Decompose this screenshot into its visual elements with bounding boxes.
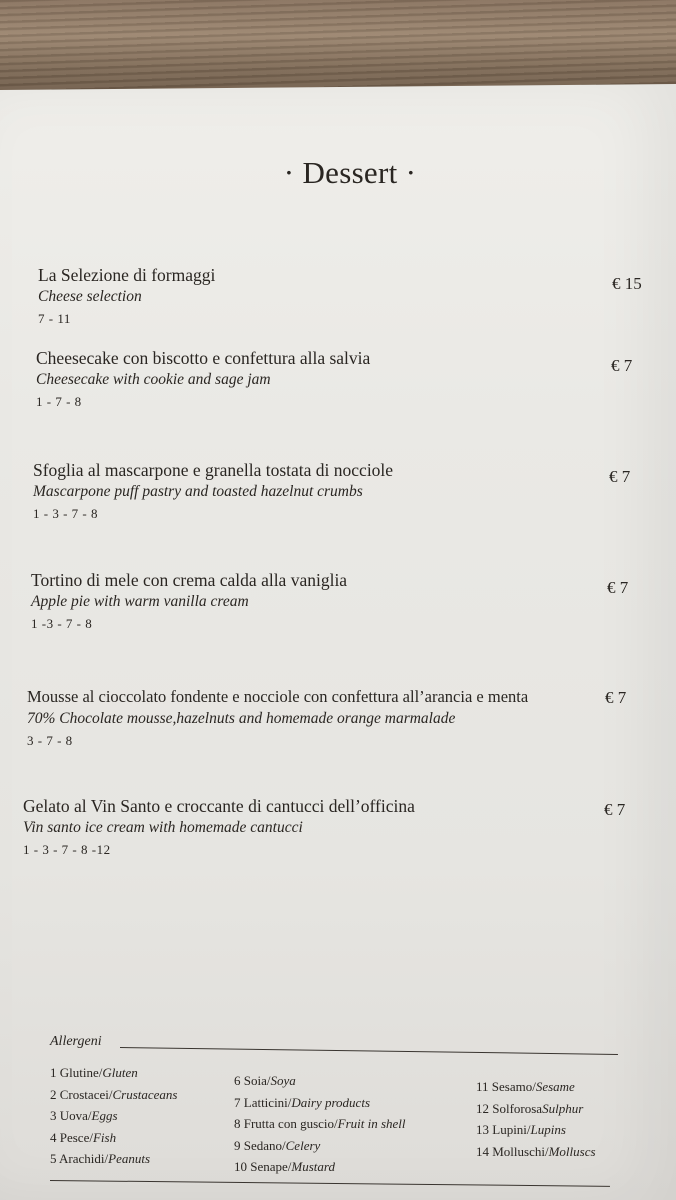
item-description: 70% Chocolate mousse,hazelnuts and homemade orange marmalade: [27, 710, 456, 727]
item-allergens: 3 - 7 - 8: [27, 733, 73, 748]
item-allergens: 1 -3 - 7 - 8: [31, 616, 93, 631]
allergen-entry: 12 SolforosaSulphur: [476, 1100, 584, 1116]
allergen-entry: 8 Frutta con guscio/Fruit in shell: [234, 1116, 406, 1131]
item-description: Apple pie with warm vanilla cream: [31, 593, 249, 610]
item-name: Mousse al cioccolato fondente e nocciole con confettura all’arancia e menta: [27, 687, 529, 706]
page-title: · Dessert ·: [283, 155, 417, 190]
allergen-entry: 3 Uova/Eggs: [50, 1108, 118, 1123]
item-price: € 7: [611, 356, 633, 375]
allergen-column-3: [476, 1076, 596, 1162]
item-price: € 7: [609, 467, 631, 486]
allergen-column-2: [234, 1070, 406, 1178]
menu-item: [31, 569, 347, 635]
item-description: Vin santo ice cream with homemade cantucci: [23, 819, 303, 836]
item-name: Sfoglia al mascarpone e granella tostata di nocciole: [33, 460, 394, 480]
item-price: € 7: [607, 578, 629, 597]
item-description: Mascarpone puff pastry and toasted hazelnut crumbs: [33, 483, 363, 500]
allergen-entry: 5 Arachidi/Peanuts: [50, 1151, 151, 1166]
allergen-entry: 7 Latticini/Dairy products: [234, 1094, 371, 1110]
allergen-entry: 6 Soia/Soya: [234, 1073, 296, 1088]
item-price: € 7: [605, 688, 627, 707]
allergen-entry: 10 Senape/Mustard: [234, 1159, 335, 1174]
allergen-entry: 14 Molluschi/Molluscs: [476, 1143, 596, 1159]
item-allergens: 7 - 11: [38, 311, 71, 326]
allergen-entry: 4 Pesce/Fish: [50, 1129, 117, 1145]
allergen-entry: 1 Glutine/Gluten: [50, 1065, 138, 1080]
menu-item: [27, 686, 528, 752]
allergen-entry: 9 Sedano/Celery: [234, 1137, 321, 1153]
allergen-entry: 13 Lupini/Lupins: [476, 1122, 566, 1137]
item-allergens: 1 - 3 - 7 - 8: [33, 506, 98, 521]
item-allergens: 1 - 3 - 7 - 8 -12: [23, 842, 111, 857]
menu-item: [33, 459, 393, 525]
item-price: € 15: [612, 274, 642, 293]
item-name: Gelato al Vin Santo e croccante di cantucci dell’officina: [23, 796, 415, 816]
item-allergens: 1 - 7 - 8: [36, 394, 82, 409]
item-description: Cheese selection: [38, 288, 142, 305]
menu-page: [0, 84, 676, 1200]
item-description: Cheesecake with cookie and sage jam: [36, 371, 271, 388]
allergen-entry: 2 Crostacei/Crustaceans: [50, 1086, 178, 1102]
allergen-entry: 11 Sesamo/Sesame: [476, 1079, 575, 1094]
allergens-heading: Allergeni: [50, 1034, 102, 1049]
menu-item: [36, 347, 370, 413]
menu-item: [23, 795, 415, 861]
item-name: Tortino di mele con crema calda alla vaniglia: [31, 570, 348, 590]
item-name: La Selezione di formaggi: [38, 265, 216, 285]
item-name: Cheesecake con biscotto e confettura alla salvia: [36, 348, 371, 368]
item-price: € 7: [604, 800, 626, 819]
menu-item: [38, 264, 215, 330]
allergen-column-1: [50, 1062, 177, 1170]
